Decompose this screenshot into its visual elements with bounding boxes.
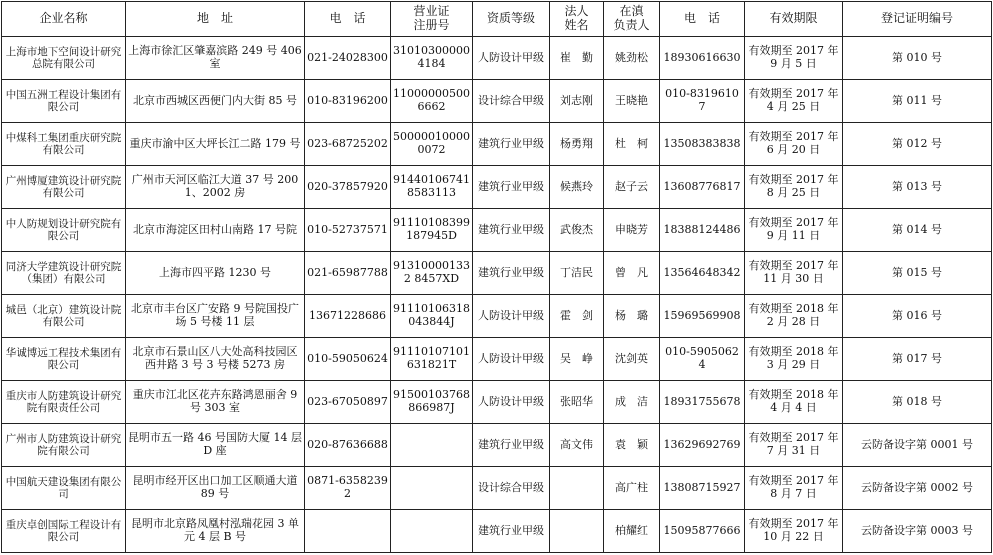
table-row — [2, 166, 992, 209]
cell-legal: 杨勇翔 — [550, 123, 604, 166]
header-company: 企业名称 — [2, 2, 126, 37]
cell-address: 上海市四平路 1230 号 — [126, 252, 305, 295]
cell-cert-number: 云防备设字第 0002 号 — [843, 467, 992, 510]
cell-local-phone: 13564648342 — [660, 252, 745, 295]
cell-phone: 010-52737571 — [305, 209, 391, 252]
cell-validity: 有效期至 2017 年 4 月 25 日 — [745, 80, 843, 123]
cell-local-phone: 13608776817 — [660, 166, 745, 209]
cell-license — [391, 467, 473, 510]
cell-legal: 崔 勤 — [550, 37, 604, 80]
cell-local-phone: 010-83196107 — [660, 80, 745, 123]
table-row — [2, 510, 992, 553]
cell-local-contact: 杨 璐 — [604, 295, 660, 338]
cell-cert-number: 第 012 号 — [843, 123, 992, 166]
cell-local-phone: 18388124486 — [660, 209, 745, 252]
table-row — [2, 252, 992, 295]
header-local-line1: 在滇 — [619, 4, 644, 19]
header-phone: 电 话 — [305, 2, 391, 37]
cell-local-phone: 010-59050624 — [660, 338, 745, 381]
cell-legal: 高文伟 — [550, 424, 604, 467]
cell-local-phone: 13508383838 — [660, 123, 745, 166]
cell-company: 华诚博远工程技术集团有限公司 — [2, 338, 126, 381]
cell-company: 城邑（北京）建筑设计院有限公司 — [2, 295, 126, 338]
table-row — [2, 209, 992, 252]
cell-phone: 13671228686 — [305, 295, 391, 338]
cell-validity: 有效期至 2017 年 8 月 7 日 — [745, 467, 843, 510]
cell-phone: 010-59050624 — [305, 338, 391, 381]
header-local-line2: 负责人 — [613, 18, 650, 32]
table-row — [2, 338, 992, 381]
header-level: 资质等级 — [473, 2, 550, 37]
cell-license: 91110106318043844J — [391, 295, 473, 338]
cell-company: 中国航天建设集团有限公司 — [2, 467, 126, 510]
cell-level: 建筑行业甲级 — [473, 209, 550, 252]
header-address: 地 址 — [126, 2, 305, 37]
cell-local-contact: 高广柱 — [604, 467, 660, 510]
cell-license — [391, 510, 473, 553]
cell-legal: 武俊杰 — [550, 209, 604, 252]
cell-local-contact: 申晓芳 — [604, 209, 660, 252]
header-row — [2, 2, 992, 37]
cell-address: 昆明市五一路 46 号国防大厦 14 层 D 座 — [126, 424, 305, 467]
cell-address: 重庆市江北区花卉东路鸿恩丽舍 9 号 303 室 — [126, 381, 305, 424]
cell-validity: 有效期至 2017 年 7 月 31 日 — [745, 424, 843, 467]
cell-cert-number: 第 016 号 — [843, 295, 992, 338]
cell-validity: 有效期至 2017 年 11 月 30 日 — [745, 252, 843, 295]
cell-company: 广州市人防建筑设计研究院有限公司 — [2, 424, 126, 467]
cell-cert-number: 第 015 号 — [843, 252, 992, 295]
cell-level: 设计综合甲级 — [473, 467, 550, 510]
cell-license: 500000100000072 — [391, 123, 473, 166]
cell-local-contact: 王晓艳 — [604, 80, 660, 123]
header-cert: 登记证明编号 — [843, 2, 992, 37]
cell-local-phone: 18930616630 — [660, 37, 745, 80]
cell-validity: 有效期至 2018 年 4 月 4 日 — [745, 381, 843, 424]
cell-legal: 丁洁民 — [550, 252, 604, 295]
cell-local-phone: 13629692769 — [660, 424, 745, 467]
cell-license: 91110108399187945D — [391, 209, 473, 252]
cell-company: 广州博厦建筑设计研究院有限公司 — [2, 166, 126, 209]
cell-level: 人防设计甲级 — [473, 338, 550, 381]
cell-cert-number: 第 018 号 — [843, 381, 992, 424]
table-row — [2, 123, 992, 166]
cell-level: 建筑行业甲级 — [473, 252, 550, 295]
cell-address: 北京市石景山区八大处高科技园区西井路 3 号 3 号楼 5273 房 — [126, 338, 305, 381]
cell-license: 110000005006662 — [391, 80, 473, 123]
cell-cert-number: 第 013 号 — [843, 166, 992, 209]
cell-license: 310103000004184 — [391, 37, 473, 80]
cell-level: 建筑行业甲级 — [473, 123, 550, 166]
cell-legal: 刘志刚 — [550, 80, 604, 123]
table-row — [2, 295, 992, 338]
cell-company: 同济大学建筑设计研究院（集团）有限公司 — [2, 252, 126, 295]
cell-local-contact: 曾 凡 — [604, 252, 660, 295]
cell-address: 广州市天河区临江大道 37 号 2001、2002 房 — [126, 166, 305, 209]
cell-local-phone: 15969569908 — [660, 295, 745, 338]
cell-phone: 010-83196200 — [305, 80, 391, 123]
cell-validity: 有效期至 2017 年 9 月 5 日 — [745, 37, 843, 80]
table-row — [2, 37, 992, 80]
cell-address: 昆明市经开区出口加工区顺通大道 89 号 — [126, 467, 305, 510]
cell-company: 中国五洲工程设计集团有限公司 — [2, 80, 126, 123]
cell-cert-number: 云防备设字第 0001 号 — [843, 424, 992, 467]
cell-license: 91500103768866987J — [391, 381, 473, 424]
cell-validity: 有效期至 2018 年 3 月 29 日 — [745, 338, 843, 381]
cell-company: 上海市地下空间设计研究总院有限公司 — [2, 37, 126, 80]
header-legal-line2: 姓名 — [564, 18, 589, 32]
cell-legal: 候燕玲 — [550, 166, 604, 209]
header-local — [604, 2, 660, 37]
header-license — [391, 2, 473, 37]
cell-local-contact: 赵子云 — [604, 166, 660, 209]
cell-level: 人防设计甲级 — [473, 37, 550, 80]
cell-local-contact: 袁 颖 — [604, 424, 660, 467]
cell-local-contact: 柏耀红 — [604, 510, 660, 553]
cell-cert-number: 第 010 号 — [843, 37, 992, 80]
cell-level: 人防设计甲级 — [473, 295, 550, 338]
cell-cert-number: 第 017 号 — [843, 338, 992, 381]
header-license-line1: 营业证 — [413, 4, 450, 19]
table-body — [2, 37, 992, 553]
cell-cert-number: 云防备设字第 0003 号 — [843, 510, 992, 553]
table-row — [2, 467, 992, 510]
cell-address: 北京市海淀区田村山南路 17 号院 — [126, 209, 305, 252]
cell-address: 北京市丰台区广安路 9 号院国投广场 5 号楼 11 层 — [126, 295, 305, 338]
cell-local-phone: 18931755678 — [660, 381, 745, 424]
table-row — [2, 381, 992, 424]
cell-legal — [550, 467, 604, 510]
cell-level: 设计综合甲级 — [473, 80, 550, 123]
cell-address: 北京市西城区西便门内大街 85 号 — [126, 80, 305, 123]
cell-local-contact: 沈剑英 — [604, 338, 660, 381]
cell-validity: 有效期至 2017 年 9 月 11 日 — [745, 209, 843, 252]
cell-validity: 有效期至 2017 年 8 月 25 日 — [745, 166, 843, 209]
cell-legal: 张昭华 — [550, 381, 604, 424]
cell-address: 上海市徐汇区肇嘉滨路 249 号 406 室 — [126, 37, 305, 80]
cell-validity: 有效期至 2018 年 2 月 28 日 — [745, 295, 843, 338]
header-local-phone: 电 话 — [660, 2, 745, 37]
cell-phone: 0871-63582392 — [305, 467, 391, 510]
cell-company: 重庆卓创国际工程设计有限公司 — [2, 510, 126, 553]
cell-level: 建筑行业甲级 — [473, 424, 550, 467]
header-legal — [550, 2, 604, 37]
cell-phone: 021-65987788 — [305, 252, 391, 295]
cell-address: 重庆市渝中区大坪长江二路 179 号 — [126, 123, 305, 166]
cell-local-contact: 成 洁 — [604, 381, 660, 424]
cell-phone: 023-68725202 — [305, 123, 391, 166]
cell-cert-number: 第 014 号 — [843, 209, 992, 252]
cell-validity: 有效期至 2017 年 6 月 20 日 — [745, 123, 843, 166]
cell-cert-number: 第 011 号 — [843, 80, 992, 123]
header-validity: 有效期限 — [745, 2, 843, 37]
cell-phone — [305, 510, 391, 553]
table-row — [2, 80, 992, 123]
header-license-line2: 注册号 — [413, 18, 450, 32]
cell-local-contact: 姚劲松 — [604, 37, 660, 80]
cell-local-contact: 杜 柯 — [604, 123, 660, 166]
cell-level: 人防设计甲级 — [473, 381, 550, 424]
cell-address: 昆明市北京路凤凰村泓瑞花园 3 单元 4 层 B 号 — [126, 510, 305, 553]
cell-legal: 吴 峥 — [550, 338, 604, 381]
cell-validity: 有效期至 2017 年 10 月 22 日 — [745, 510, 843, 553]
cell-local-phone: 13808715927 — [660, 467, 745, 510]
registry-table — [1, 1, 992, 553]
cell-legal: 霍 剑 — [550, 295, 604, 338]
cell-company: 中煤科工集团重庆研究院有限公司 — [2, 123, 126, 166]
cell-license — [391, 424, 473, 467]
cell-license: 91110107101631821T — [391, 338, 473, 381]
cell-company: 重庆市人防建筑设计研究院有限责任公司 — [2, 381, 126, 424]
table-row — [2, 424, 992, 467]
cell-legal — [550, 510, 604, 553]
cell-phone: 020-37857920 — [305, 166, 391, 209]
cell-level: 建筑行业甲级 — [473, 166, 550, 209]
cell-level: 建筑行业甲级 — [473, 510, 550, 553]
cell-company: 中人防规划设计研究院有限公司 — [2, 209, 126, 252]
cell-license: 914401067418583113 — [391, 166, 473, 209]
cell-phone: 021-24028300 — [305, 37, 391, 80]
cell-local-phone: 15095877666 — [660, 510, 745, 553]
cell-phone: 020-87636688 — [305, 424, 391, 467]
header-legal-line1: 法人 — [564, 4, 589, 19]
cell-phone: 023-67050897 — [305, 381, 391, 424]
cell-license: 913100001332 8457XD — [391, 252, 473, 295]
